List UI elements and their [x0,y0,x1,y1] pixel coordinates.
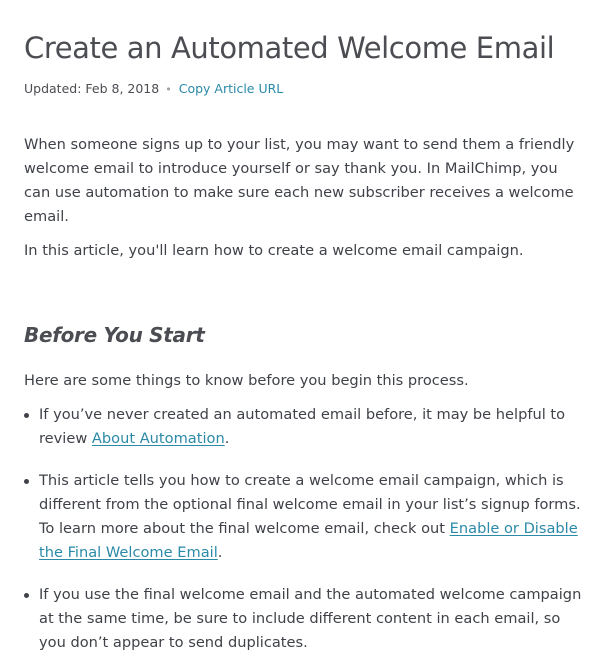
final-welcome-email-link[interactable]: Enable or Disable the Final Welcome Email [39,520,578,561]
list-item [24,403,584,451]
list-item [24,583,584,655]
list-item [24,469,584,565]
bullet-list [24,403,584,655]
intro-paragraph: When someone signs up to your list, you may want to send them a friendly welcome email to introduce yourself or say thank you. In MailChimp, you can use automation to make sure each new subscriber receives a welcome email. [24,136,575,225]
updated-date: Updated: Feb 8, 2018 [24,81,160,96]
about-automation-link[interactable]: About Automation [91,430,225,447]
list-item-text: This article tells you how to create a welcome email campaign, which is different from the optional final welcome email in your list’s signup forms. To learn more about the final welcome email, check out [39,472,581,537]
article-title: Create an Automated Welcome Email [24,31,555,65]
article-meta [24,80,584,99]
bullet-dot [24,479,29,484]
meta-separator: • [165,83,172,96]
copy-article-url-link[interactable]: Copy Article URL [178,81,284,96]
list-item-text-end: . [217,544,223,561]
section-lead: Here are some things to know before you begin this process. [24,372,469,389]
learn-paragraph: In this article, you'll learn how to create a welcome email campaign. [24,242,524,259]
section-heading-before-you-start: Before You Start [24,323,205,347]
bullet-dot [24,413,29,418]
bullet-dot [24,593,29,598]
list-item-text-end: . [224,430,230,447]
list-item-text: If you use the final welcome email and the automated welcome campaign at the same time, be sure to include different content in each email, so you don’t appear to send duplicates. [39,586,582,651]
list-item-text: If you’ve never created an automated email before, it may be helpful to review [39,406,566,447]
